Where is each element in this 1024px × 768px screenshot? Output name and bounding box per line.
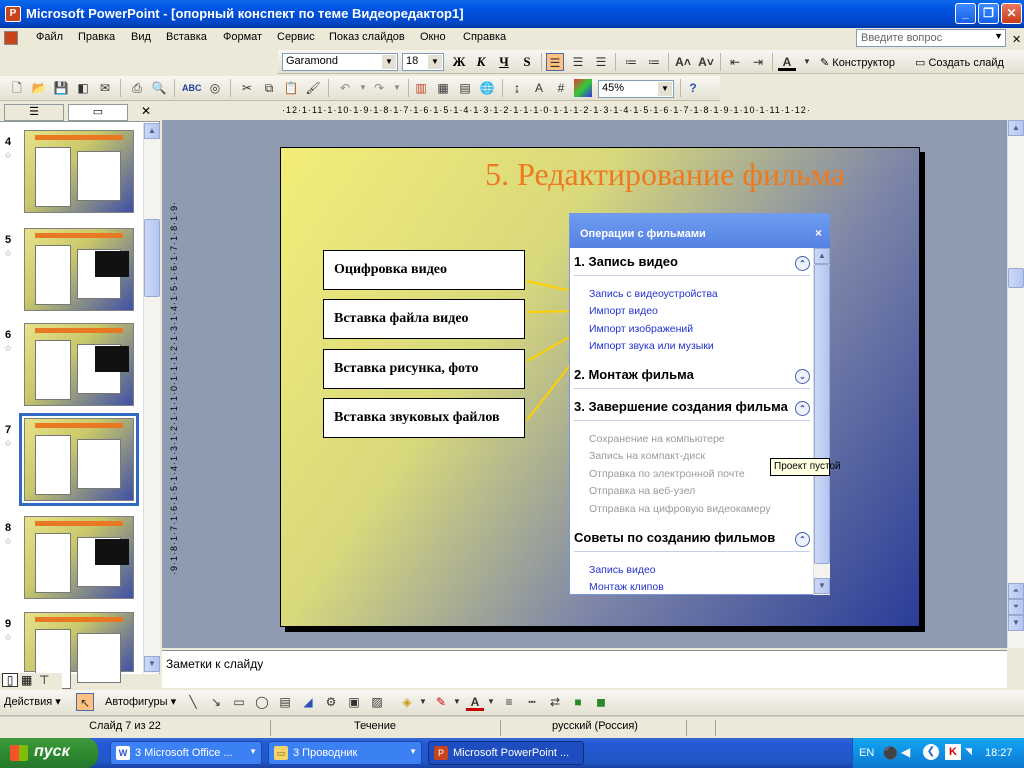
section-finish[interactable]: [574, 399, 810, 421]
prev-slide-icon[interactable]: ⏶: [1008, 583, 1024, 599]
fill-color-icon[interactable]: ◈: [402, 695, 412, 709]
cut-icon[interactable]: ✂: [241, 81, 253, 95]
close-icon[interactable]: ×: [814, 226, 822, 240]
italic-button[interactable]: К: [476, 54, 486, 69]
section-tips[interactable]: [574, 530, 810, 552]
slide-number: 9: [5, 618, 12, 630]
print-icon[interactable]: ⎙: [132, 81, 142, 95]
chevron-down-icon[interactable]: ▼: [419, 697, 427, 706]
animation-star-icon: ☆: [4, 150, 13, 160]
separator: [668, 53, 669, 71]
notes-pane[interactable]: [162, 650, 1007, 688]
thumb-shape: [77, 439, 121, 489]
status-divider: [715, 720, 716, 736]
numbered-list-icon[interactable]: ≔: [625, 55, 637, 69]
wordart-icon[interactable]: ◢: [303, 695, 313, 709]
back-arrow-icon[interactable]: ❮: [923, 744, 939, 760]
section-title: 3. Завершение создания фильма: [574, 399, 788, 414]
close-document-icon[interactable]: ✕: [1012, 34, 1022, 46]
animation-star-icon: ☆: [4, 248, 13, 258]
slide-thumbnail[interactable]: [24, 516, 134, 599]
bulleted-list-icon[interactable]: ≔: [648, 55, 660, 69]
menu-window[interactable]: Окно: [420, 31, 446, 43]
scroll-down-icon[interactable]: ▼: [144, 656, 160, 672]
thumb-dark-area: [95, 539, 129, 565]
scroll-up-icon[interactable]: ▲: [1008, 120, 1024, 136]
undo-icon[interactable]: ↶: [339, 81, 351, 95]
research-icon[interactable]: ◎: [209, 81, 221, 95]
scroll-up-icon[interactable]: ▲: [144, 123, 160, 139]
chevron-down-icon[interactable]: ▼: [393, 83, 401, 92]
link-import-pictures[interactable]: Импорт изображений: [589, 323, 694, 335]
label-insert-audio[interactable]: Вставка звуковых файлов: [323, 398, 525, 438]
tooltip: Проект пустой: [770, 458, 830, 476]
collapse-icon[interactable]: ⌃: [795, 256, 810, 271]
slides-icon: ▭: [92, 106, 104, 118]
task-office[interactable]: [110, 741, 262, 765]
menu-format[interactable]: Формат: [223, 31, 263, 43]
increase-font-icon[interactable]: A˄: [675, 55, 691, 69]
thumb-shape: [77, 151, 121, 201]
autoshapes-menu[interactable]: Автофигуры ▾: [105, 696, 177, 708]
link-send-web[interactable]: Отправка на веб-узел: [589, 485, 696, 497]
powerpoint-app-icon[interactable]: P: [5, 6, 21, 22]
menu-slideshow[interactable]: Показ слайдов: [329, 31, 405, 43]
section-title: Советы по созданию фильмов: [574, 530, 776, 545]
line-color-icon[interactable]: ✎: [435, 695, 447, 709]
main-scrollbar[interactable]: [1007, 120, 1024, 648]
thumb-shape: [77, 633, 121, 683]
rectangle-icon[interactable]: ▭: [233, 695, 245, 709]
menu-view[interactable]: Вид: [131, 31, 151, 43]
thumb-title-bar: [35, 135, 123, 140]
separator: [174, 79, 175, 97]
folder-icon: ▭: [274, 746, 288, 760]
start-label: пуск: [34, 743, 70, 760]
increase-indent-icon[interactable]: ⇥: [752, 55, 764, 69]
slide-number: 4: [5, 136, 12, 148]
separator: [408, 79, 409, 97]
email-icon[interactable]: ✉: [99, 81, 111, 95]
movie-tasks-header: [570, 214, 830, 248]
thumb-title-bar: [35, 617, 123, 622]
chevron-down-icon[interactable]: ▼: [487, 697, 495, 706]
scroll-thumb[interactable]: [814, 264, 830, 564]
thumb-title-bar: [35, 521, 123, 526]
horizontal-ruler: ·12·1·11·1·10·1·9·1·8·1·7·1·6·1·5·1·4·1·3·1·2·1·1·1·0·1·1·1·2·1·3·1·4·1·5·1·6·1·7·1·8·1·9·1·10·1·11·1·12·: [282, 105, 811, 115]
close-button[interactable]: ✕: [1001, 3, 1022, 24]
link-import-video[interactable]: Импорт видео: [589, 305, 658, 317]
label-insert-video-file[interactable]: Вставка файла видео: [323, 299, 525, 339]
separator: [615, 53, 616, 71]
thumb-title-bar: [35, 328, 123, 333]
chevron-down-icon[interactable]: ▼: [994, 31, 1003, 41]
drawing-toolbar: [0, 690, 1024, 716]
help-icon[interactable]: ?: [689, 81, 697, 95]
new-document-icon[interactable]: 🗋: [12, 81, 22, 95]
line-icon[interactable]: ╲: [189, 695, 197, 709]
open-folder-icon[interactable]: 📂: [31, 81, 47, 95]
slide-thumbnail[interactable]: [24, 228, 134, 311]
menu-insert[interactable]: Вставка: [166, 31, 207, 43]
shadow-button[interactable]: S: [523, 54, 531, 69]
next-slide-icon[interactable]: ⏷: [1008, 599, 1024, 615]
slide-thumbnail[interactable]: [24, 418, 134, 501]
language-indicator[interactable]: EN: [859, 747, 875, 759]
actions-label: Действия: [4, 696, 53, 708]
notes-placeholder: Заметки к слайду: [166, 657, 264, 671]
link-send-email[interactable]: Отправка по электронной почте: [589, 468, 745, 480]
scroll-up-icon[interactable]: ▲: [814, 248, 830, 264]
chevron-down-icon[interactable]: ▼: [453, 697, 461, 706]
separator: [541, 53, 542, 71]
slide-number: 7: [5, 424, 12, 436]
slide-sorter-icon[interactable]: ▦: [21, 673, 33, 687]
expand-icon[interactable]: ⌄: [795, 369, 810, 384]
system-tray: [852, 738, 1024, 768]
decrease-indent-icon[interactable]: ⇤: [729, 55, 741, 69]
link-capture-device[interactable]: Запись с видеоустройства: [589, 288, 718, 300]
slide-number: 8: [5, 522, 12, 534]
autoshapes-label: Автофигуры: [105, 696, 168, 708]
new-slide-button[interactable]: [915, 56, 1004, 69]
dash-style-icon[interactable]: ┅: [528, 695, 536, 709]
permission-icon[interactable]: ◧: [77, 81, 89, 95]
chevron-down-icon[interactable]: ▼: [803, 57, 811, 66]
task-label: 3 Проводник: [293, 747, 358, 759]
maximize-button[interactable]: ❐: [978, 3, 999, 24]
3d-style-icon[interactable]: ◼: [596, 695, 606, 709]
link-tips-edit-clips[interactable]: Монтаж клипов: [589, 581, 664, 593]
actions-menu[interactable]: Действия ▾: [4, 696, 61, 708]
align-center-icon[interactable]: ☰: [572, 55, 584, 69]
font-color-icon[interactable]: A: [466, 693, 484, 711]
font-color-icon[interactable]: A: [778, 53, 796, 71]
thumb-shape: [35, 147, 71, 207]
design-button[interactable]: [820, 56, 895, 69]
grid-icon[interactable]: #: [557, 81, 565, 95]
copy-icon[interactable]: ⧉: [264, 81, 274, 95]
separator: [680, 79, 681, 97]
task-powerpoint[interactable]: [428, 741, 584, 765]
scroll-thumb[interactable]: [144, 219, 160, 297]
thumb-shape: [35, 533, 71, 593]
movie-tasks-panel[interactable]: [569, 213, 829, 595]
table-icon[interactable]: ▦: [437, 81, 449, 95]
slide-thumbnail[interactable]: [24, 130, 134, 213]
hyperlink-icon[interactable]: 🌐: [479, 81, 495, 95]
chevron-down-icon: ▼: [249, 747, 257, 756]
menu-tools[interactable]: Сервис: [277, 31, 315, 43]
separator: [120, 79, 121, 97]
thumb-shape: [35, 245, 71, 305]
section-title: 1. Запись видео: [574, 254, 678, 269]
format-painter-icon[interactable]: 🖌: [305, 81, 321, 95]
language-indicator[interactable]: русский (Россия): [552, 720, 638, 732]
slide-thumbnail[interactable]: [24, 612, 134, 672]
thumb-dark-area: [95, 346, 129, 372]
slide-show-icon[interactable]: ⊤: [39, 673, 50, 687]
select-pointer-icon[interactable]: ↖: [76, 693, 94, 711]
scroll-down-icon[interactable]: ▼: [814, 578, 830, 594]
task-explorer[interactable]: [268, 741, 422, 765]
close-panel-icon[interactable]: ✕: [141, 104, 152, 118]
status-bar: [0, 716, 1024, 738]
separator: [502, 79, 503, 97]
link-save-computer[interactable]: Сохранение на компьютере: [589, 433, 725, 445]
arrow-style-icon[interactable]: ⇄: [549, 695, 561, 709]
separator: [230, 79, 231, 97]
chevron-down-icon[interactable]: ▼: [359, 83, 367, 92]
section-title: 2. Монтаж фильма: [574, 367, 694, 382]
clock[interactable]: 18:27: [985, 747, 1013, 759]
thumb-title-bar: [35, 233, 123, 238]
start-button[interactable]: [0, 738, 98, 768]
outline-icon: ☰: [29, 106, 39, 118]
normal-view-icon[interactable]: ▯: [2, 673, 18, 687]
chevron-down-icon: ▼: [382, 55, 396, 69]
label-digitize-video[interactable]: Оцифровка видео: [323, 250, 525, 290]
oval-icon[interactable]: ◯: [255, 695, 269, 709]
print-preview-icon[interactable]: 🔍: [151, 81, 167, 95]
network-icon[interactable]: ⚫: [883, 746, 898, 760]
title-bar[interactable]: [0, 0, 1024, 28]
zoom-value: 45%: [602, 82, 625, 94]
window-title: Microsoft PowerPoint - [опорный конспект по теме Видеоредактор1]: [26, 6, 464, 21]
link-tips-capture[interactable]: Запись видео: [589, 564, 656, 576]
zoom-select[interactable]: [598, 80, 674, 98]
animation-star-icon: ☆: [4, 536, 13, 546]
picture-icon[interactable]: ▨: [371, 695, 383, 709]
underline-button[interactable]: Ч: [499, 54, 509, 69]
slide-number: 6: [5, 329, 12, 341]
movie-tasks-title: Операции с фильмами: [580, 228, 706, 240]
status-divider: [686, 720, 687, 736]
new-slide-label: Создать слайд: [928, 57, 1004, 69]
chevron-down-icon: ▼: [428, 55, 442, 69]
panel-scrollbar[interactable]: [813, 248, 830, 595]
design-label: Конструктор: [832, 57, 895, 69]
font-value: Garamond: [286, 55, 338, 67]
font-select[interactable]: [282, 53, 398, 71]
slide-thumbnail[interactable]: [24, 323, 134, 406]
color-grayscale-icon[interactable]: [574, 79, 592, 97]
tab-outline[interactable]: [4, 104, 64, 121]
thumb-shape: [35, 340, 71, 400]
shadow-style-icon[interactable]: ■: [574, 695, 582, 709]
chevron-down-icon: ▼: [409, 747, 417, 756]
slide-canvas[interactable]: [280, 147, 920, 627]
align-right-icon[interactable]: ☰: [595, 55, 607, 69]
clipart-icon[interactable]: ▣: [348, 695, 360, 709]
font-size-select[interactable]: [402, 53, 444, 71]
collapse-icon[interactable]: ⌃: [795, 532, 810, 547]
scroll-thumb[interactable]: [1008, 268, 1024, 288]
design-icon: ✎: [820, 57, 830, 69]
view-buttons: [2, 673, 62, 689]
thumb-title-bar: [35, 423, 123, 428]
design-name: Течение: [353, 720, 397, 732]
minimize-button[interactable]: _: [955, 3, 976, 24]
collapse-icon[interactable]: ⌃: [795, 401, 810, 416]
spelling-icon[interactable]: ABC: [182, 83, 202, 93]
slide-title[interactable]: 5. Редактирование фильма: [485, 156, 845, 192]
textbox-icon[interactable]: ▤: [279, 695, 291, 709]
tab-slides[interactable]: [68, 104, 128, 121]
arrow-icon[interactable]: ↘: [210, 695, 222, 709]
link-import-audio[interactable]: Импорт звука или музыки: [589, 340, 714, 352]
link-save-cd[interactable]: Запись на компакт-диск: [589, 450, 706, 462]
save-icon[interactable]: 💾: [53, 81, 69, 95]
word-icon: W: [116, 746, 130, 760]
show-formatting-icon[interactable]: A: [534, 81, 543, 95]
line-style-icon[interactable]: ≡: [505, 695, 513, 709]
separator: [328, 79, 329, 97]
redo-icon[interactable]: ↷: [373, 81, 385, 95]
thumb-dark-area: [95, 251, 129, 277]
bold-button[interactable]: Ж: [452, 54, 466, 69]
ask-question-placeholder: Введите вопрос: [861, 32, 943, 44]
animation-star-icon: ☆: [4, 343, 13, 353]
align-left-icon[interactable]: ☰: [546, 53, 564, 71]
antivirus-icon[interactable]: K: [945, 744, 961, 760]
status-divider: [270, 720, 271, 736]
menu-edit[interactable]: Правка: [78, 31, 116, 43]
separator: [720, 53, 721, 71]
animation-star-icon: ☆: [4, 438, 13, 448]
task-label: Microsoft PowerPoint ...: [453, 747, 570, 759]
section-capture[interactable]: [574, 254, 810, 276]
scroll-down-icon[interactable]: ▼: [1008, 615, 1024, 631]
slides-scrollbar[interactable]: [143, 123, 160, 673]
status-divider: [500, 720, 501, 736]
separator: [772, 53, 773, 71]
volume-icon[interactable]: ◀: [901, 745, 911, 759]
powerpoint-icon: P: [434, 746, 448, 760]
ask-question-input[interactable]: [856, 29, 1006, 47]
paste-icon[interactable]: 📋: [283, 81, 299, 95]
tables-borders-icon[interactable]: ▤: [459, 81, 471, 95]
section-edit[interactable]: [574, 367, 810, 389]
task-label: 3 Microsoft Office ...: [135, 747, 233, 759]
menu-help[interactable]: Справка: [463, 31, 507, 43]
chart-icon[interactable]: ▥: [415, 81, 427, 95]
slide-counter: Слайд 7 из 22: [89, 720, 161, 732]
expand-all-icon[interactable]: ↨: [514, 81, 520, 95]
menu-file[interactable]: Файл: [36, 31, 64, 43]
windows-logo-icon: [10, 745, 28, 761]
document-icon[interactable]: [4, 31, 18, 45]
chevron-down-icon: ▼: [658, 82, 672, 96]
diagram-icon[interactable]: ⚙: [325, 695, 337, 709]
thumb-shape: [35, 435, 71, 495]
label-insert-picture[interactable]: Вставка рисунка, фото: [323, 349, 525, 389]
font-size-value: 18: [406, 55, 419, 67]
vertical-ruler: ·9·1·8·1·7·1·6·1·5·1·4·1·3·1·2·1·1·1·0·1·1·1·2·1·3·1·4·1·5·1·6·1·7·1·8·1·9·: [169, 200, 179, 575]
tray-icon[interactable]: ◥: [965, 746, 972, 756]
link-send-dv-camera[interactable]: Отправка на цифровую видеокамеру: [589, 503, 771, 515]
slide-number: 5: [5, 234, 12, 246]
animation-star-icon: ☆: [4, 632, 13, 642]
decrease-font-icon[interactable]: A˅: [698, 55, 714, 69]
new-slide-icon: ▭: [915, 57, 926, 69]
